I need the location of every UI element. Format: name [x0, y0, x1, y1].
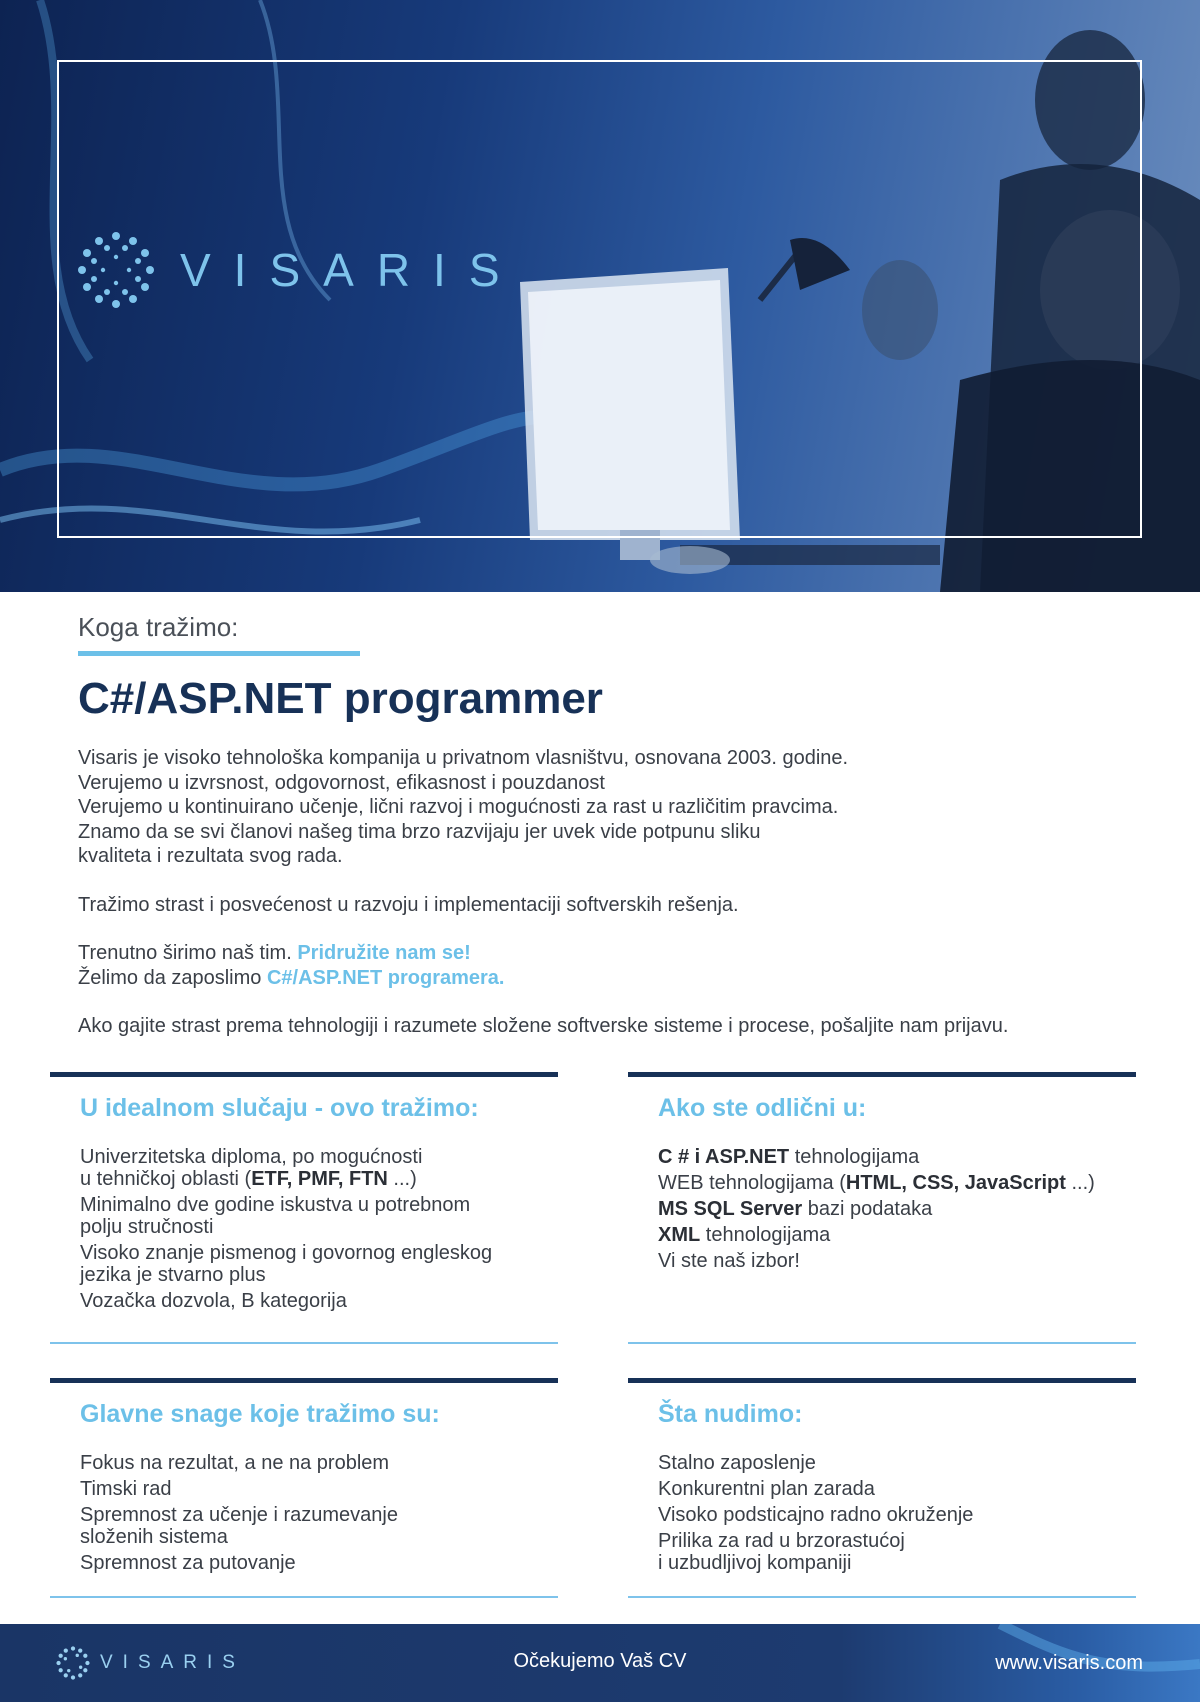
box-top-rule: [50, 1072, 558, 1077]
box-top-rule: [50, 1378, 558, 1383]
intro-line: kvaliteta i rezultata svog rada.: [78, 845, 343, 867]
intro-line: Verujemo u kontinuirano učenje, lični razvoj i mogućnosti za rast u različitim pravcima.: [78, 796, 839, 818]
list-item: [658, 1198, 1128, 1220]
intro-text: [78, 746, 1138, 1039]
list-item: [658, 1530, 1128, 1574]
hire-highlight: C#/ASP.NET programera.: [266, 966, 505, 989]
intro-expand: [78, 941, 1138, 966]
offer-box: [628, 1378, 1136, 1598]
box-bottom-rule: [628, 1342, 1136, 1344]
excellent-item-text: WEB tehnologijama (: [658, 1172, 846, 1194]
list-item: [658, 1146, 1128, 1168]
list-item: Fokus na rezultat, a ne na problem: [80, 1452, 390, 1474]
excellent-box: [628, 1072, 1136, 1344]
list-item: [80, 1242, 550, 1286]
hire-text: Želimo da zaposlimo: [78, 966, 262, 989]
list-item: Konkurentni plan zarada: [658, 1478, 875, 1500]
hero-banner: [0, 0, 1200, 592]
ideal-title: U idealnom slučaju - ovo tražimo:: [80, 1094, 479, 1122]
box-bottom-rule: [50, 1596, 558, 1598]
footer-cta: Očekujemo Vaš CV: [513, 1650, 687, 1672]
job-title: C#/ASP.NET programmer: [78, 674, 603, 723]
intro-apply: Ako gajite strast prema tehnologiji i razumete složene softverske sisteme i procese, pošaljite nam prijavu.: [78, 1015, 1009, 1037]
list-item: [658, 1172, 1128, 1194]
excellent-item-text: tehnologijama: [700, 1224, 831, 1246]
strengths-list: [80, 1452, 550, 1578]
list-item: Vozačka dozvola, B kategorija: [80, 1290, 347, 1312]
ideal-list: [80, 1146, 550, 1316]
excellent-item-text: ...): [1065, 1172, 1095, 1194]
list-item: [80, 1194, 550, 1238]
expand-text: Trenutno širimo naš tim.: [78, 942, 292, 964]
excellent-list: [658, 1146, 1128, 1276]
box-bottom-rule: [628, 1596, 1136, 1598]
excellent-title: Ako ste odlični u:: [658, 1094, 867, 1122]
box-top-rule: [628, 1378, 1136, 1383]
footer-wordmark: VISARIS: [100, 1652, 245, 1673]
ideal-item-bold: ETF, PMF, FTN: [251, 1168, 388, 1190]
intro-passion: Tražimo strast i posvećenost u razvoju i implementaciji softverskih rešenja.: [78, 893, 739, 916]
list-item: Timski rad: [80, 1478, 172, 1500]
ideal-item-text: ...): [387, 1168, 417, 1190]
section-label-underline: [78, 651, 360, 656]
list-item: Spremnost za putovanje: [80, 1552, 296, 1574]
join-highlight: Pridružite nam se!: [297, 942, 471, 964]
offer-list: [658, 1452, 1128, 1578]
section-label: Koga tražimo:: [78, 612, 239, 642]
intro-line: Visaris je visoko tehnološka kompanija u privatnom vlasništvu, osnovana 2003. godine.: [78, 747, 849, 769]
ideal-item-text: Visoko znanje pismenog i govornog engleskog: [80, 1242, 493, 1264]
offer-title: Šta nudimo:: [658, 1400, 803, 1428]
strengths-title: Glavne snage koje tražimo su:: [80, 1400, 440, 1428]
box-top-rule: [628, 1072, 1136, 1077]
ideal-item-text: polju stručnosti: [80, 1216, 214, 1238]
offer-item-text: i uzbudljivoj kompaniji: [658, 1552, 852, 1574]
ideal-item-text: Univerzitetska diploma, po mogućnosti: [80, 1146, 423, 1168]
intro-line: Verujemo u izvrsnost, odgovornost, efikasnost i pouzdanost: [78, 771, 605, 794]
list-item: [80, 1146, 550, 1190]
ideal-item-text: Minimalno dve godine iskustva u potrebnom: [80, 1194, 471, 1216]
strengths-box: [50, 1378, 558, 1598]
list-item: Stalno zaposlenje: [658, 1452, 816, 1474]
excellent-item-bold: HTML, CSS, JavaScript: [845, 1172, 1066, 1194]
intro-line: Znamo da se svi članovi našeg tima brzo razvijaju jer uvek vide potpunu sliku: [78, 820, 761, 843]
brand-logo: [76, 230, 523, 310]
list-item: Visoko podsticajno radno okruženje: [658, 1504, 974, 1526]
ideal-box: [50, 1072, 558, 1344]
excellent-item-text: bazi podataka: [802, 1198, 933, 1220]
ideal-item-text: jezika je stvarno plus: [80, 1264, 266, 1286]
excellent-item-text: tehnologijama: [789, 1146, 920, 1168]
strengths-item-text: Spremnost za učenje i razumevanje: [80, 1504, 398, 1526]
box-bottom-rule: [50, 1342, 558, 1344]
list-item: Vi ste naš izbor!: [658, 1250, 800, 1272]
offer-item-text: Prilika za rad u brzorastućoj: [658, 1530, 905, 1552]
ideal-item-text: u tehničkoj oblasti (: [80, 1168, 252, 1190]
intro-hire: [78, 966, 1138, 991]
strengths-item-text: složenih sistema: [80, 1526, 228, 1548]
excellent-item-bold: MS SQL Server: [658, 1198, 803, 1220]
excellent-item-bold: C # i ASP.NET: [658, 1146, 790, 1168]
visaris-logo-icon: [76, 230, 156, 310]
brand-wordmark: VISARIS: [180, 244, 523, 296]
excellent-item-bold: XML: [658, 1224, 701, 1246]
list-item: [80, 1504, 550, 1548]
list-item: [658, 1224, 1128, 1246]
footer-website-link[interactable]: www.visaris.com: [995, 1652, 1143, 1674]
footer: [0, 1624, 1200, 1702]
